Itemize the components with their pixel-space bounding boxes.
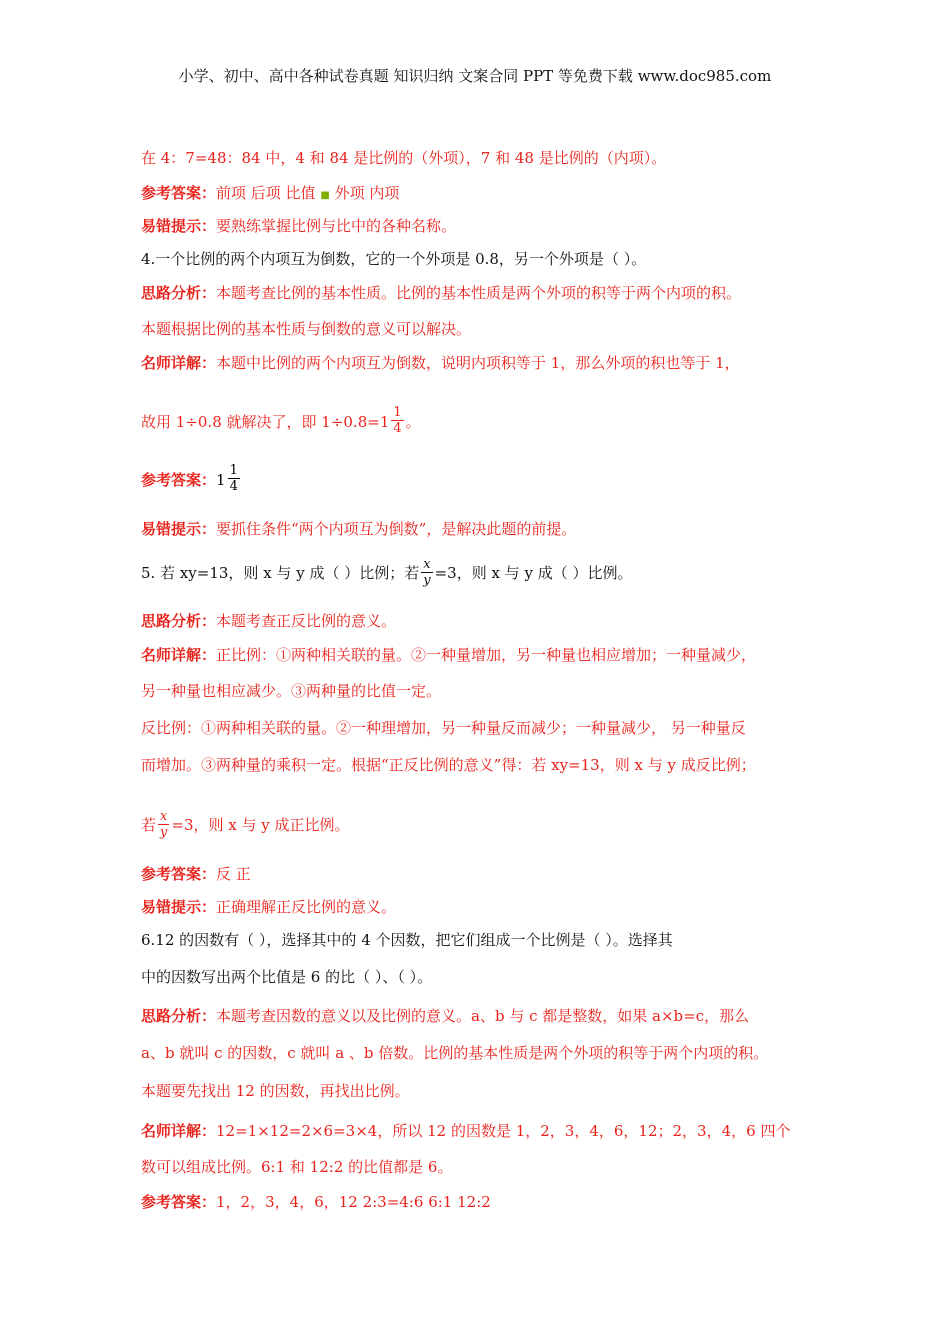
page-header: 小学、初中、高中各种试卷真题 知识归纳 文案合同 PPT 等免费下载 www.doc985.com bbox=[178, 67, 772, 85]
denominator: y bbox=[423, 572, 431, 588]
fraction bbox=[228, 463, 240, 494]
mixed-number bbox=[216, 462, 242, 498]
denominator: 4 bbox=[393, 420, 402, 436]
q5-detail-line3: 反比例：①两种相关联的量。②一种理增加，另一种量反而减少；一种量减少， 另一种量反 bbox=[141, 719, 746, 737]
answer-text: 前项 后项 比值 bbox=[216, 184, 321, 202]
q6-question: 6.12 的因数有（ ），选择其中的 4 个因数，把它们组成一个比例是（ ）。选择其 bbox=[141, 931, 673, 949]
q5-detail-line5 bbox=[141, 808, 350, 842]
q4-detail bbox=[141, 353, 740, 373]
question-post: =3，则 x 与 y 成（ ）比例。 bbox=[434, 564, 633, 582]
answer-text: 1，2，3，4，6，12 2:3=4:6 6:1 12:2 bbox=[216, 1193, 491, 1211]
q5-detail bbox=[141, 645, 756, 665]
detail-text: 12=1×12=2×6=3×4，所以 12 的因数是 1，2，3，4，6，12；2，3，4，6 四个 bbox=[216, 1122, 791, 1140]
numerator: 1 bbox=[229, 462, 238, 478]
q3-explanation: 在 4：7=48：84 中，4 和 84 是比例的（外项），7 和 48 是比例的（内项）。 bbox=[141, 149, 667, 167]
answer-text: 反 正 bbox=[216, 865, 251, 883]
q6-detail-line2: 数可以组成比例。6:1 和 12:2 的比值都是 6。 bbox=[141, 1158, 453, 1176]
question-pre: 5. 若 xy=13，则 x 与 y 成（ ）比例；若 bbox=[141, 564, 420, 582]
analysis-text: 本题考查因数的意义以及比例的意义。a、b 与 c 都是整数，如果 a×b=c，那么 bbox=[216, 1007, 750, 1025]
q6-detail bbox=[141, 1121, 790, 1141]
denominator: 4 bbox=[229, 478, 238, 494]
q6-analysis-line3: 本题要先找出 12 的因数，再找出比例。 bbox=[141, 1082, 410, 1100]
tip-text: 正确理解正反比例的意义。 bbox=[216, 898, 397, 916]
denominator: y bbox=[160, 824, 168, 840]
numerator: x bbox=[423, 556, 431, 572]
tip-text: 要熟练掌握比例与比中的各种名称。 bbox=[216, 217, 457, 235]
fraction-x-over-y bbox=[421, 557, 432, 588]
q3-answer bbox=[141, 183, 399, 206]
answer-label: 参考答案： bbox=[141, 184, 217, 202]
fraction-x-over-y bbox=[158, 809, 169, 840]
q5-answer bbox=[141, 864, 251, 884]
answer-label: 参考答案： bbox=[141, 471, 217, 489]
bullet-dot: ■ bbox=[320, 190, 330, 201]
tip-label: 易错提示： bbox=[141, 520, 217, 538]
q5-detail-line2: 另一种量也相应减少。③两种量的比值一定。 bbox=[141, 682, 442, 700]
q4-detail-cont bbox=[141, 404, 421, 440]
q6-question-cont: 中的因数写出两个比值是 6 的比（ ）、（ ）。 bbox=[141, 968, 433, 986]
detail-label: 名师详解： bbox=[141, 354, 217, 372]
q6-answer bbox=[141, 1192, 491, 1212]
analysis-label: 思路分析： bbox=[141, 612, 217, 630]
q4-question: 4.一个比例的两个内项互为倒数，它的一个外项是 0.8，另一个外项是（ ）。 bbox=[141, 250, 647, 268]
analysis-label: 思路分析： bbox=[141, 1007, 217, 1025]
fraction bbox=[391, 405, 403, 436]
detail-label: 名师详解： bbox=[141, 646, 217, 664]
analysis-text: 本题考查正反比例的意义。 bbox=[216, 612, 397, 630]
q4-analysis-cont: 本题根据比例的基本性质与倒数的意义可以解决。 bbox=[141, 320, 472, 338]
answer-label: 参考答案： bbox=[141, 1193, 217, 1211]
answer-text: 外项 内项 bbox=[334, 184, 400, 202]
analysis-label: 思路分析： bbox=[141, 284, 217, 302]
tip-label: 易错提示： bbox=[141, 898, 217, 916]
numerator: 1 bbox=[393, 404, 402, 420]
detail-line5-post: =3，则 x 与 y 成正比例。 bbox=[171, 816, 350, 834]
detail-label: 名师详解： bbox=[141, 1122, 217, 1140]
analysis-text: 本题考查比例的基本性质。比例的基本性质是两个外项的积等于两个内项的积。 bbox=[216, 284, 742, 302]
detail-text: 正比例：①两种相关联的量。②一种量增加，另一种量也相应增加；一种量减少， bbox=[216, 646, 757, 664]
detail-line5-pre: 若 bbox=[141, 816, 157, 834]
tip-text: 要抓住条件“两个内项互为倒数”，是解决此题的前提。 bbox=[216, 520, 577, 538]
answer-label: 参考答案： bbox=[141, 865, 217, 883]
q6-analysis bbox=[141, 1006, 749, 1026]
numerator: x bbox=[160, 808, 168, 824]
q5-detail-line4: 而增加。③两种量的乘积一定。根据“正反比例的意义”得：若 xy=13，则 x 与 y 成反比例； bbox=[141, 756, 756, 774]
detail-cont-post: 。 bbox=[405, 413, 421, 431]
q5-question bbox=[141, 556, 632, 590]
detail-text: 本题中比例的两个内项互为倒数，说明内项积等于 1，那么外项的积也等于 1， bbox=[216, 354, 740, 372]
tip-label: 易错提示： bbox=[141, 217, 217, 235]
q6-analysis-line2: a、b 就叫 c 的因数，c 就叫 a 、b 倍数。比例的基本性质是两个外项的积等于两个内项的积。 bbox=[141, 1044, 769, 1062]
q4-tip bbox=[141, 519, 576, 539]
q4-answer bbox=[141, 462, 242, 498]
detail-cont-pre: 故用 1÷0.8 就解决了，即 1÷0.8= bbox=[141, 413, 380, 431]
whole-part: 1 bbox=[216, 471, 226, 489]
q3-tip bbox=[141, 216, 456, 236]
q4-analysis bbox=[141, 283, 741, 303]
mixed-number bbox=[380, 404, 406, 440]
q5-tip bbox=[141, 897, 396, 917]
q5-analysis bbox=[141, 611, 396, 631]
whole-part: 1 bbox=[379, 413, 390, 431]
